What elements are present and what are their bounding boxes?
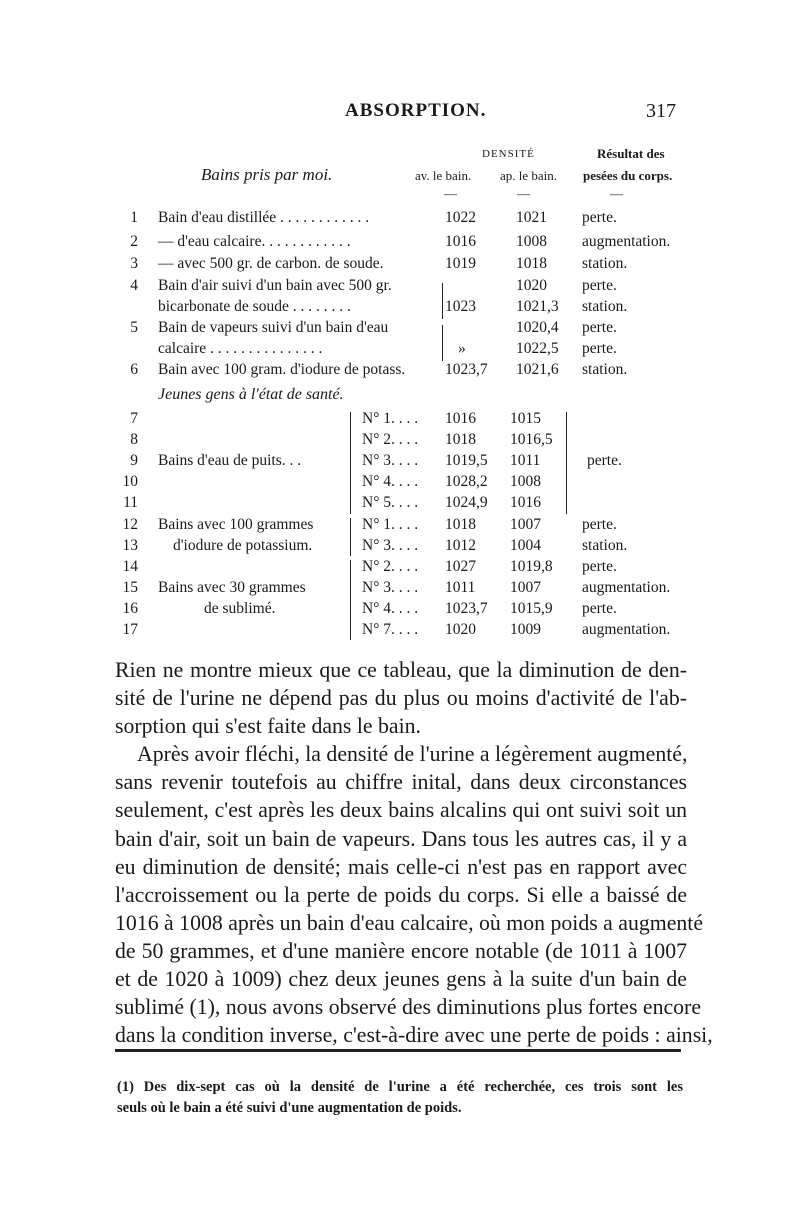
row-description: Bain d'eau distillée . . . . . . . . . . . .: [158, 209, 370, 226]
table-row: [0, 452, 800, 474]
brace-group1-left: [350, 412, 351, 514]
weight-result: perte.: [582, 209, 617, 226]
density-before: 1019: [445, 255, 476, 272]
weight-result: perte.: [582, 516, 617, 533]
density-before: 1020: [445, 621, 476, 638]
footnote: [117, 1077, 683, 1119]
row-number: 10: [122, 473, 138, 490]
sample-number: N° 3. . . .: [362, 579, 419, 596]
table-row: [0, 255, 800, 277]
running-head-title: ABSORPTION.: [345, 100, 487, 121]
table-row: [0, 233, 800, 255]
paragraph-2-line: dans la condition inverse, c'est-à-dire avec une perte de poids : ainsi,: [115, 1023, 713, 1048]
sample-number: N° 2. . . .: [362, 431, 419, 448]
density-after: 1015,9: [510, 600, 553, 617]
table-row: [0, 410, 800, 432]
group-label: d'iodure de potassium.: [173, 537, 313, 554]
row-description: calcaire . . . . . . . . . . . . . . .: [158, 340, 323, 357]
density-after: 1015: [510, 410, 541, 427]
footnote-line: (1) Des dix-sept cas où la densité de l'urine a été recherchée, ces trois sont les: [117, 1079, 683, 1095]
density-before: 1028,2: [445, 473, 488, 490]
row-number: 5: [130, 319, 138, 336]
density-after: 1016: [510, 494, 541, 511]
density-after: 1008: [516, 233, 547, 250]
paragraph-2-line: sans revenir toutefois au chiffre inital, dans deux circonstances: [115, 770, 687, 795]
density-after: 1019,8: [510, 558, 553, 575]
paragraph-2-line: 1016 à 1008 après un bain d'eau calcaire, où mon poids a augmenté: [115, 910, 704, 935]
sample-number: N° 1. . . .: [362, 516, 419, 533]
weight-result: augmentation.: [582, 579, 671, 596]
density-after: 1009: [510, 621, 541, 638]
weight-result: augmentation.: [582, 621, 671, 638]
paragraph-1-line: sorption qui s'est faite dans le bain.: [115, 714, 421, 739]
row-number: 4: [130, 277, 138, 294]
sample-number: N° 5. . . .: [362, 494, 419, 511]
ap-header: ap. le bain.: [500, 168, 558, 183]
row-number: 8: [130, 431, 138, 448]
density-before: 1023: [445, 298, 476, 315]
table-row: [0, 298, 800, 320]
row-description: bicarbonate de soude . . . . . . . .: [158, 298, 351, 315]
density-before: 1023,7: [445, 361, 488, 378]
weight-result: perte.: [582, 558, 617, 575]
group-label: Bains d'eau de puits. . .: [158, 452, 302, 469]
density-after: 1021,6: [516, 361, 559, 378]
weight-result: perte.: [582, 600, 617, 617]
row-number: 2: [130, 233, 138, 250]
paragraph-1-line: sité de l'urine ne dépend pas du plus ou moins d'activité de l'ab-: [115, 686, 687, 711]
density-after: 1007: [510, 516, 541, 533]
paragraph-2-line: sublimé (1), nous avons observé des diminutions plus fortes encore: [115, 995, 701, 1020]
group-label: Bains avec 30 grammes: [158, 579, 306, 596]
density-after: 1021: [516, 209, 547, 226]
density-before: 1011: [445, 579, 476, 596]
table-row: [0, 537, 800, 559]
weight-result: perte.: [582, 319, 617, 336]
row-number: 11: [123, 494, 138, 511]
result-dash: —: [610, 186, 623, 201]
weight-result: station.: [582, 361, 628, 378]
weight-result: perte.: [582, 340, 617, 357]
av-dash: —: [444, 186, 457, 201]
paragraph-2-line: et de 1020 à 1009) chez deux jeunes gens à la suite d'un bain de: [115, 967, 687, 992]
paragraph-2-line: de 50 grammes, et d'une manière encore notable (de 1011 à 1007: [115, 938, 687, 963]
row-description: Bain avec 100 gram. d'iodure de potass.: [158, 361, 406, 378]
row-number: 9: [130, 452, 138, 469]
row-number: 12: [122, 516, 138, 533]
brace-group2: [350, 518, 351, 556]
paragraph-2-line: l'accroissement ou la perte de poids du corps. Si elle a baissé de: [115, 882, 687, 907]
density-before: 1016: [445, 233, 476, 250]
table-row: [0, 209, 800, 231]
weight-result: perte.: [582, 277, 617, 294]
weight-result: station.: [582, 255, 628, 272]
subhead-jeunes-gens: Jeunes gens à l'état de santé.: [158, 386, 344, 403]
density-before: 1023,7: [445, 600, 488, 617]
density-after: 1020,4: [516, 319, 559, 336]
footnote-rule: [115, 1049, 681, 1052]
paragraph-2-line: eu diminution de densité; mais celle-ci n'est pas en rapport avec: [115, 854, 687, 879]
row-number: 3: [130, 255, 138, 272]
brace-group1-right: [566, 412, 567, 514]
sample-number: N° 1. . . .: [362, 410, 419, 427]
result-header-line1: Résultat des: [597, 146, 665, 161]
density-before: »: [458, 340, 466, 357]
running-head: [0, 100, 800, 130]
result-header-line2: pesées du corps.: [583, 168, 673, 183]
row-number: 16: [122, 600, 138, 617]
sample-number: N° 7. . . .: [362, 621, 419, 638]
row-number: 13: [122, 537, 138, 554]
sample-number: N° 4. . . .: [362, 473, 419, 490]
sample-number: N° 3. . . .: [362, 537, 419, 554]
row-number: 14: [122, 558, 138, 575]
density-before: 1012: [445, 537, 476, 554]
table-row: [0, 516, 800, 538]
row-description: Bain de vapeurs suivi d'un bain d'eau: [158, 319, 389, 336]
row-description: — d'eau calcaire. . . . . . . . . . . .: [158, 233, 351, 250]
weight-result: augmentation.: [582, 233, 671, 250]
density-after: 1007: [510, 579, 541, 596]
paragraph-1-line: Rien ne montre mieux que ce tableau, que la diminution de den-: [115, 658, 687, 682]
av-header: av. le bain.: [415, 168, 472, 183]
density-after: 1004: [510, 537, 541, 554]
ap-dash: —: [517, 186, 530, 201]
weight-result: station.: [582, 298, 628, 315]
table-row: [0, 600, 800, 622]
table-row: [0, 579, 800, 601]
page-number: 317: [646, 100, 676, 122]
sample-number: N° 2. . . .: [362, 558, 419, 575]
paragraph-2-line: Après avoir fléchi, la densité de l'urine a légèrement augmenté,: [137, 742, 688, 767]
density-before: 1018: [445, 431, 476, 448]
brace-row4: [442, 283, 443, 319]
density-after: 1021,3: [516, 298, 559, 315]
table-row: [0, 361, 800, 383]
density-before: 1019,5: [445, 452, 488, 469]
density-before: 1018: [445, 516, 476, 533]
weight-result: station.: [582, 537, 628, 554]
table-row: [0, 431, 800, 453]
density-after: 1020: [516, 277, 547, 294]
density-before: 1027: [445, 558, 476, 575]
paragraph-2-line: bain d'air, soit un bain de vapeurs. Dans tous les autres cas, il y a: [115, 826, 687, 851]
sample-number: N° 4. . . .: [362, 600, 419, 617]
density-after: 1022,5: [516, 340, 559, 357]
brace-row5: [442, 325, 443, 361]
table-row: [0, 340, 800, 362]
table-row: [0, 621, 800, 643]
row-number: 6: [130, 361, 138, 378]
brace-group3: [350, 560, 351, 640]
densite-header: DENSITÉ: [482, 148, 535, 160]
table-row: [0, 473, 800, 495]
density-after: 1011: [510, 452, 541, 469]
density-after: 1008: [510, 473, 541, 490]
row-number: 15: [122, 579, 138, 596]
footnote-line: seuls où le bain a été suivi d'une augmentation de poids.: [117, 1100, 462, 1116]
density-before: 1022: [445, 209, 476, 226]
density-after: 1016,5: [510, 431, 553, 448]
table-row: [0, 319, 800, 341]
paragraph-2-line: seulement, c'est après les deux bains alcalins qui ont suivi soit un: [115, 798, 687, 823]
group-label: Bains avec 100 grammes: [158, 516, 314, 533]
group-label: de sublimé.: [204, 600, 276, 617]
table-row: [0, 494, 800, 516]
density-after: 1018: [516, 255, 547, 272]
row-description: Bain d'air suivi d'un bain avec 500 gr.: [158, 277, 392, 294]
weight-result: perte.: [587, 452, 622, 469]
body-paragraphs: [115, 656, 713, 1049]
row-number: 1: [130, 209, 138, 226]
table-row: [0, 277, 800, 299]
row-number: 17: [122, 621, 138, 638]
density-before: 1024,9: [445, 494, 488, 511]
row-description: — avec 500 gr. de carbon. de soude.: [158, 255, 384, 272]
density-before: 1016: [445, 410, 476, 427]
bains-header: Bains pris par moi.: [201, 165, 333, 184]
table-row: [0, 558, 800, 580]
row-number: 7: [130, 410, 138, 427]
sample-number: N° 3. . . .: [362, 452, 419, 469]
